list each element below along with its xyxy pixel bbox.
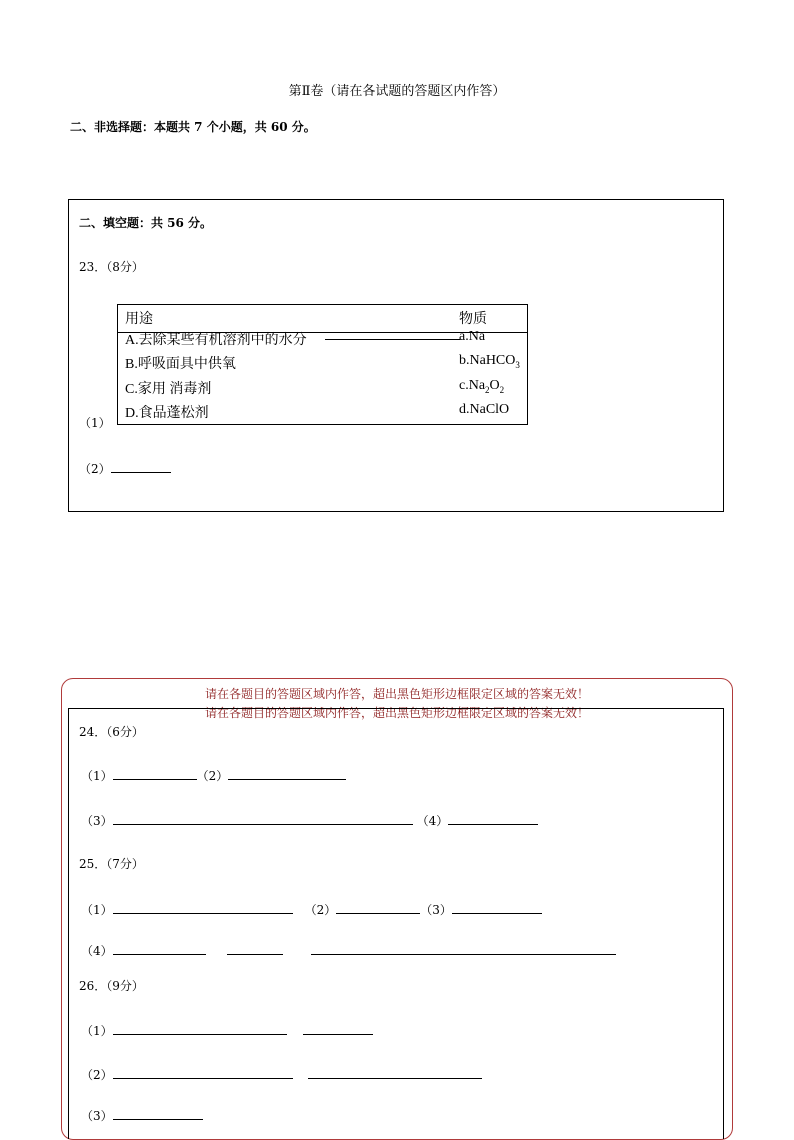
q26-line2: （2） <box>81 1066 482 1083</box>
answer-blank[interactable] <box>113 1118 203 1120</box>
table-row <box>125 350 527 374</box>
substance-c: $c.Na_2O_2$ <box>459 378 505 395</box>
answer-box-q24-26 <box>68 708 724 1139</box>
warning-text-echo: 请在各题目的答题区域内作答，超出黑色矩形边框限定区域的答案无效！ <box>204 706 589 720</box>
header-substance: 物质 <box>459 312 487 327</box>
question-23-label: 23．（8分） <box>79 260 144 274</box>
substance-d: d.NaClO <box>459 402 510 417</box>
q24-line1: （1） （2） <box>81 767 346 784</box>
answer-blank[interactable] <box>113 823 413 825</box>
answer-blank[interactable] <box>336 912 420 914</box>
box-heading: 二、填空题：共 56 分。 <box>79 216 213 230</box>
question-24-label: 24．（6分） <box>79 725 144 739</box>
question-26-label: 26．（9分） <box>79 979 144 993</box>
substance-b: b.NaHCO$_3$ <box>459 353 520 370</box>
answer-blank[interactable] <box>228 778 346 780</box>
answer-blank[interactable] <box>452 912 542 914</box>
q23-sub1-label: （1） <box>79 416 111 430</box>
table-row <box>125 399 527 423</box>
section-heading: 二、非选择题：本题共 7 个小题，共 60 分。 <box>70 120 316 134</box>
answer-blank[interactable] <box>113 953 206 955</box>
answer-blank[interactable] <box>113 912 293 914</box>
table-row <box>125 375 527 399</box>
answer-blank[interactable] <box>111 471 171 473</box>
answer-blank[interactable] <box>311 953 616 955</box>
answer-box-q23 <box>68 199 724 512</box>
question-25-label: 25．（7分） <box>79 857 144 871</box>
q23-sub2: （2） <box>79 460 171 477</box>
q26-line1: （1） <box>81 1022 373 1039</box>
answer-blank[interactable] <box>227 953 283 955</box>
use-b: B.呼吸面具中供氧 <box>125 357 236 372</box>
use-d: D.食品蓬松剂 <box>125 406 209 421</box>
answer-blank[interactable] <box>113 1077 293 1079</box>
q25-line2: （4） <box>81 942 616 959</box>
q24-line2: （3） （4） <box>81 812 538 829</box>
answer-blank[interactable] <box>113 778 197 780</box>
substance-a: a.Na <box>459 329 486 344</box>
answer-blank[interactable] <box>448 823 538 825</box>
use-c: C.家用 消毒剂 <box>125 382 212 397</box>
page-title: 第Ⅱ卷（请在各试题的答题区内作答） <box>288 84 506 99</box>
answer-blank[interactable] <box>303 1033 373 1035</box>
q25-line1: （1） （2） （3） <box>81 901 542 918</box>
warning-text: 请在各题目的答题区域内作答，超出黑色矩形边框限定区域的答案无效！ <box>204 687 589 701</box>
q26-line3: （3） <box>81 1107 203 1124</box>
use-a: A.去除某些有机溶剂中的水分 <box>125 333 307 348</box>
answer-blank[interactable] <box>113 1033 287 1035</box>
table-row <box>125 326 527 350</box>
matching-table <box>117 304 528 425</box>
answer-blank[interactable] <box>308 1077 482 1079</box>
header-use: 用途 <box>125 312 153 327</box>
